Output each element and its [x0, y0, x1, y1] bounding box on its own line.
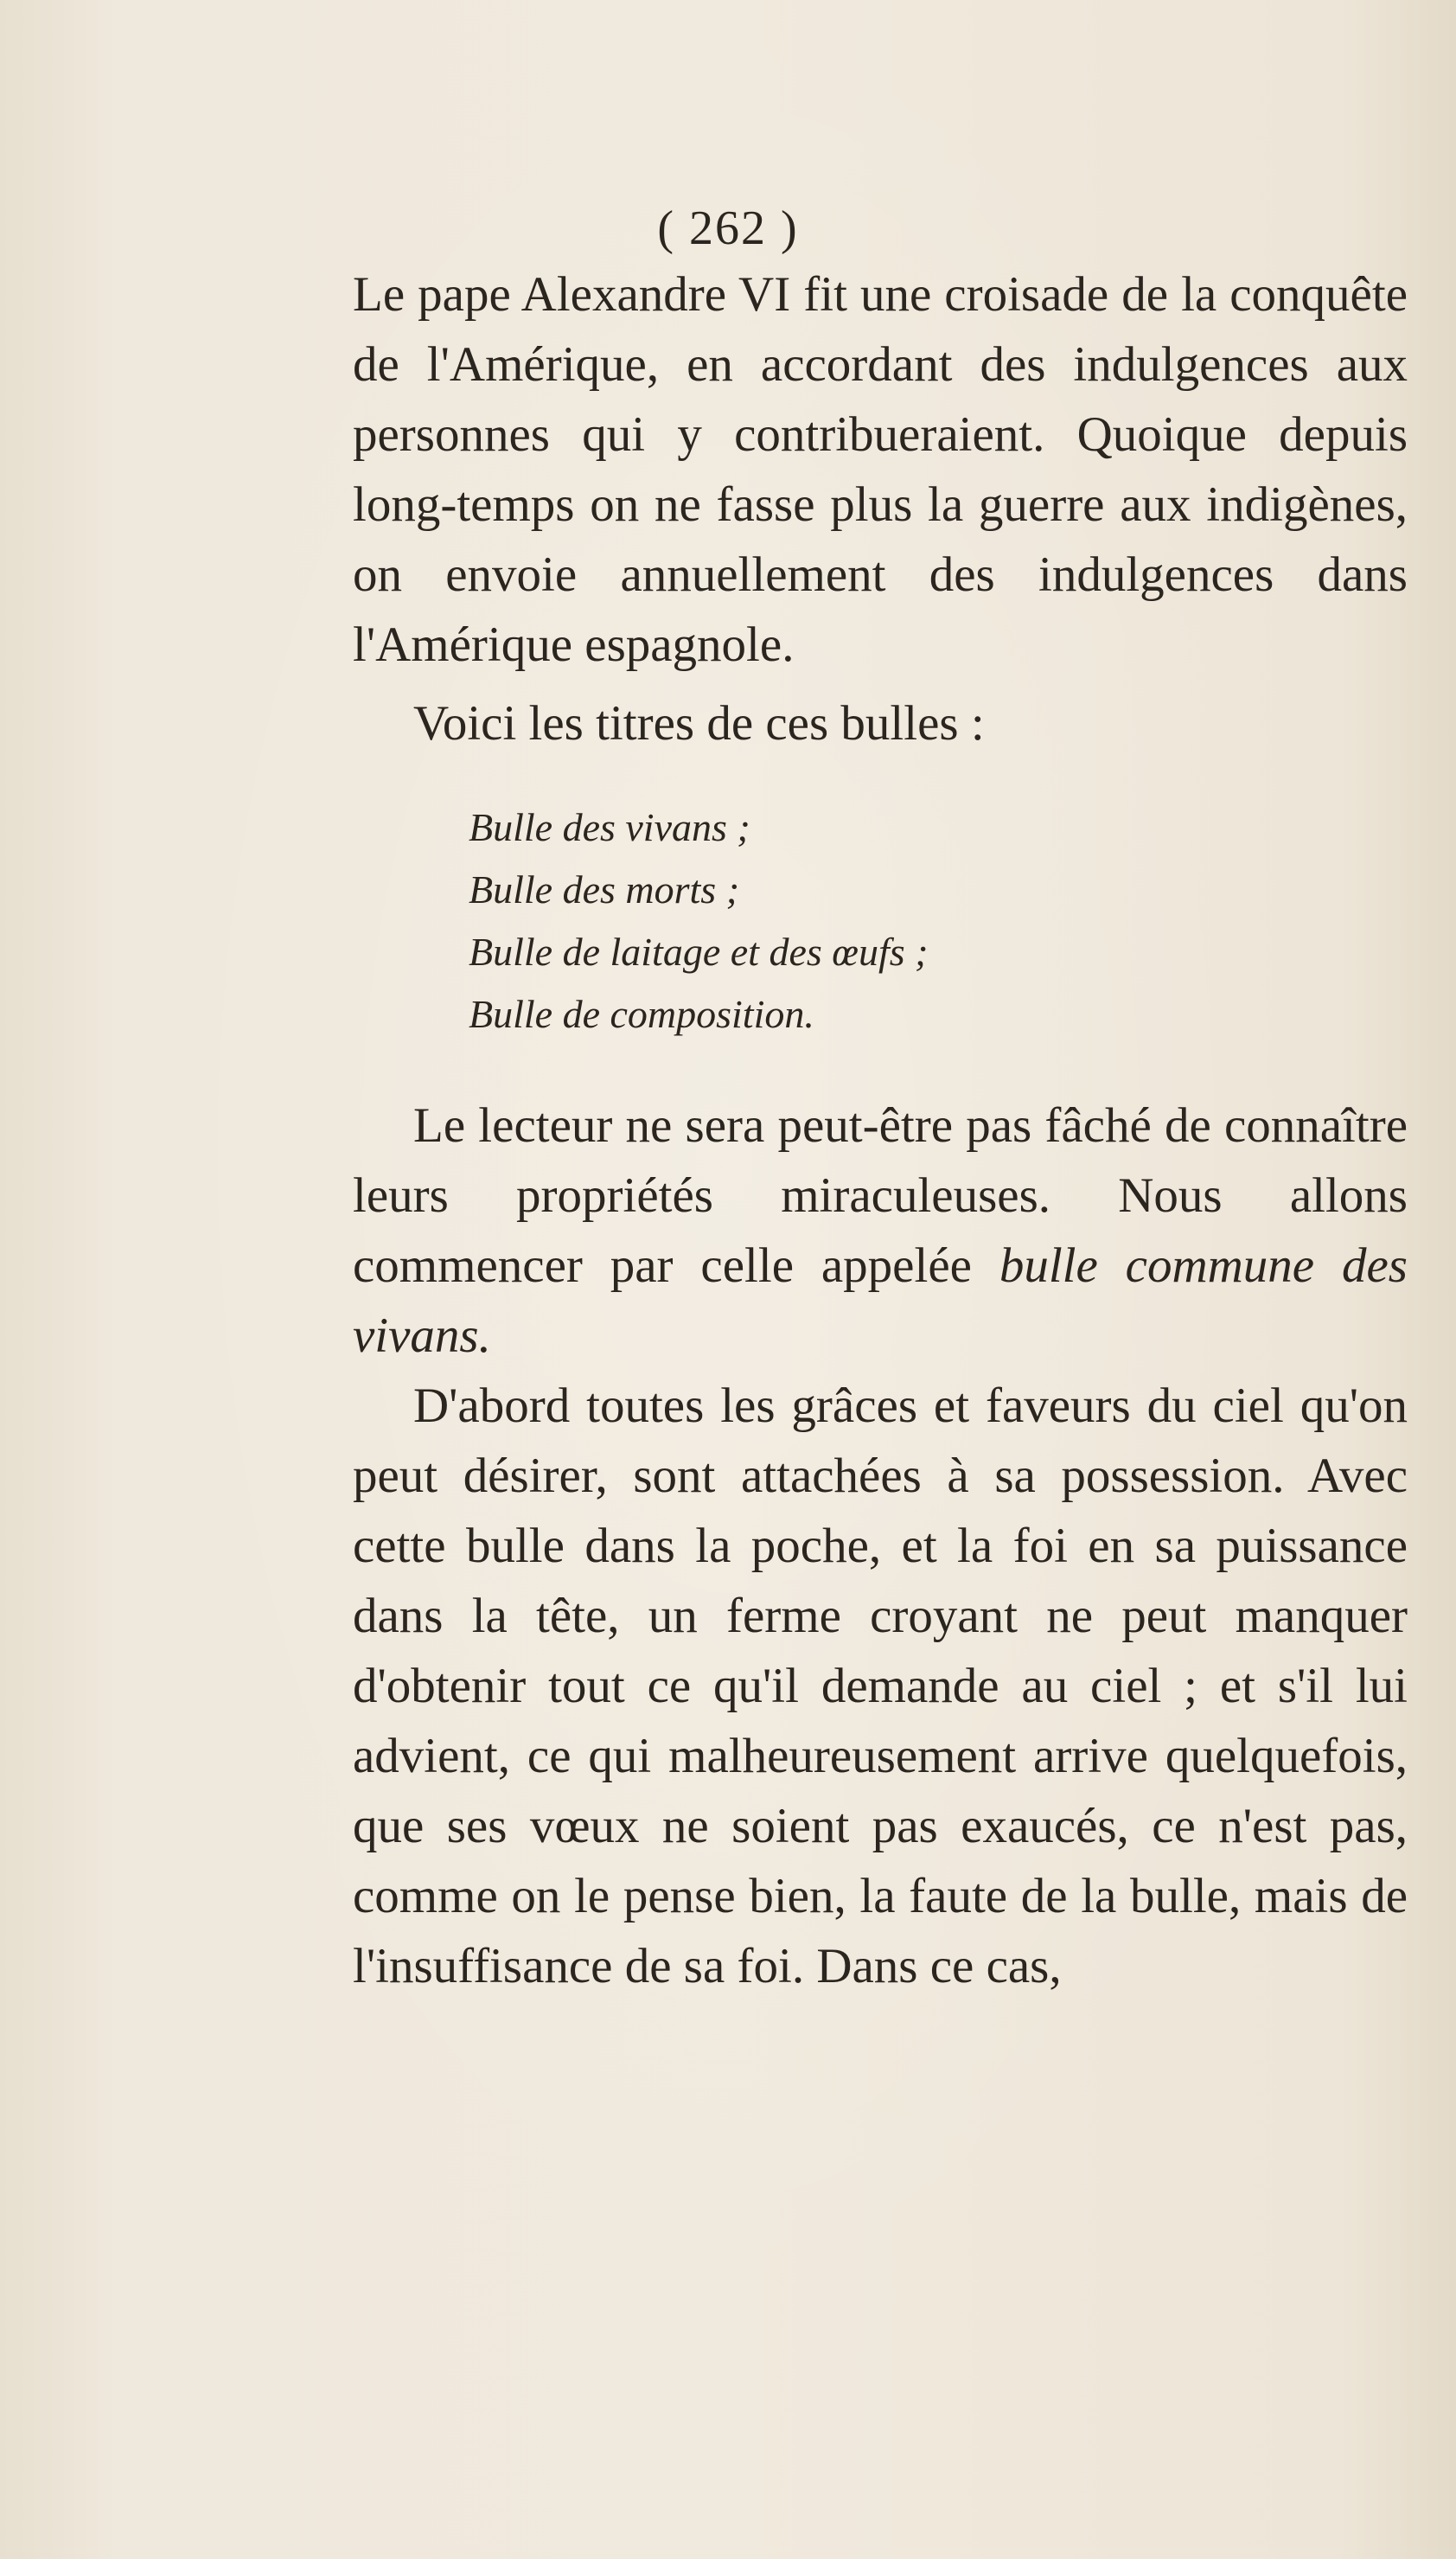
bull-title-item: Bulle des vivans ; — [469, 805, 750, 849]
bull-title-item: Bulle de composition. — [469, 992, 814, 1036]
page-number: ( 262 ) — [657, 202, 799, 255]
paragraph-lecteur — [353, 1091, 1408, 1371]
paragraph-lecteur-text: Le lecteur ne sera peut-être pas fâché de connaître leurs propriétés miraculeuses. Nous allons commencer par celle appelée — [353, 1098, 1408, 1293]
paragraph-alexandre: Le pape Alexandre VI fit une croisade de la conquête de l'Amérique, en accordant des indulgences aux personnes qui y contribueraient. Quoique depuis long-temps on ne fasse plus la guerre aux indigènes, on envoie annuellement des indulgences dans l'Amérique espagnole. — [353, 267, 1408, 672]
bull-title-item: Bulle de laitage et des œufs ; — [469, 930, 929, 974]
paragraph-dabord: D'abord toutes les grâces et faveurs du ciel qu'on peut désirer, sont attachées à sa possession. Avec cette bulle dans la poche, et la foi en sa puissance dans la tête, un ferme croyant ne peut manquer d'obtenir tout ce qu'il demande au ciel ; et s'il lui advient, ce qui malheureusement arrive quelquefois, que ses vœux ne soient pas exaucés, ce n'est pas, comme on le pense bien, la faute de la bulle, mais de l'insuffisance de sa foi. Dans ce cas, — [353, 1379, 1408, 1993]
section-gap — [353, 1046, 1408, 1091]
bull-title-item: Bulle des morts ; — [469, 867, 740, 912]
body-text — [353, 259, 1408, 2001]
paragraph-lecteur-italic: bulle commune des vivans. — [353, 1238, 1408, 1363]
paragraph-bulls-intro: Voici les titres de ces bulles : — [413, 696, 985, 751]
bull-title-list — [469, 796, 1408, 1046]
